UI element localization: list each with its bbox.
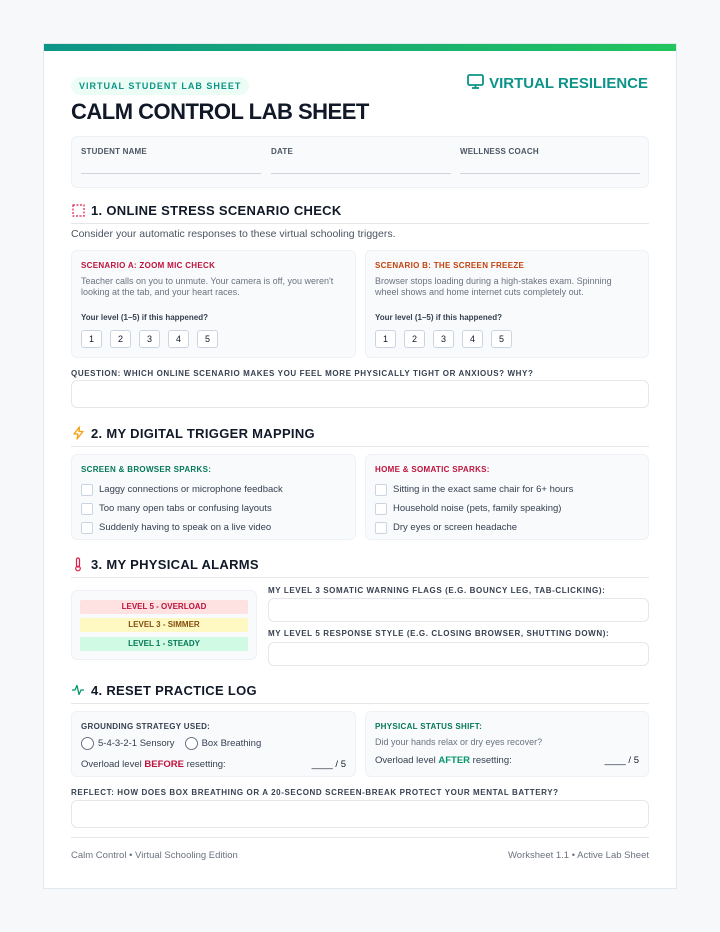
scale-option-3[interactable]: 3 [139,330,160,348]
level-5-response-label: MY LEVEL 5 RESPONSE STYLE (E.G. CLOSING BROWSER, SHUTTING DOWN): [268,629,610,638]
status-shift-card [365,711,649,777]
grounding-options [81,737,261,750]
student-name-line[interactable] [81,172,261,174]
scale-option-2[interactable]: 2 [404,330,425,348]
option-box-breathing-label: Box Breathing [201,738,262,749]
level-3-flags-field[interactable] [268,598,649,622]
date-label: DATE [271,147,293,156]
grounding-card [71,711,356,777]
checklist-item-label: Household noise (pets, family speaking) [393,503,562,514]
scale-option-1[interactable]: 1 [375,330,396,348]
scale-option-5[interactable]: 5 [197,330,218,348]
footer-right: Worksheet 1.1 • Active Lab Sheet [508,850,649,861]
level-3-badge: LEVEL 3 - SIMMER [80,618,248,632]
screen-sparks-list [81,480,283,537]
option-sensory-label: 5-4-3-2-1 Sensory [98,738,175,749]
section-4-title: 4. RESET PRACTICE LOG [91,682,257,698]
checkbox[interactable] [375,484,387,496]
after-keyword: AFTER [438,755,471,766]
overload-before-score[interactable]: ____ / 5 [311,759,346,770]
thermometer-icon [71,557,85,571]
overload-before-prefix: Overload level [81,759,145,770]
monitor-icon [467,74,484,93]
checklist-item[interactable] [375,499,573,518]
scenario-b-scale [375,330,512,348]
before-keyword: BEFORE [144,759,184,770]
worksheet [43,43,677,889]
section-4-header [71,681,649,704]
option-sensory[interactable] [81,737,175,750]
home-sparks-title: HOME & SOMATIC SPARKS: [375,465,490,474]
sheet-type-pill: VIRTUAL STUDENT LAB SHEET [71,77,249,95]
option-box-breathing[interactable] [185,737,262,750]
student-name-label: STUDENT NAME [81,147,147,156]
top-accent-bar [44,44,676,51]
checkbox[interactable] [375,522,387,534]
wellness-coach-label: WELLNESS COACH [460,147,539,156]
level-5-badge: LEVEL 5 - OVERLOAD [80,600,248,614]
level-5-response-field[interactable] [268,642,649,666]
scale-option-3[interactable]: 3 [433,330,454,348]
overload-before-suffix: resetting: [183,759,226,770]
section-3-title: 3. MY PHYSICAL ALARMS [91,556,259,572]
scenario-question-label: QUESTION: WHICH ONLINE SCENARIO MAKES YOU FEEL MORE PHYSICALLY TIGHT OR ANXIOUS? WHY? [71,369,534,378]
section-1-title: 1. ONLINE STRESS SCENARIO CHECK [91,202,342,218]
brand [467,74,648,93]
checkbox[interactable] [375,503,387,515]
grounding-title: GROUNDING STRATEGY USED: [81,722,211,731]
scenario-answer-field[interactable] [71,380,649,408]
status-shift-description: Did your hands relax or dry eyes recover? [375,737,543,747]
date-field[interactable] [271,147,451,174]
overload-after-prefix: Overload level [375,755,439,766]
pulse-icon [71,683,85,697]
scale-option-4[interactable]: 4 [462,330,483,348]
home-sparks-list [375,480,573,537]
section-2-header [71,424,649,447]
checklist-item-label: Suddenly having to speak on a live video [99,522,272,533]
section-3-header [71,555,649,578]
checkbox[interactable] [81,484,93,496]
screen-sparks-card [71,454,356,540]
checklist-item-label: Sitting in the exact same chair for 6+ hours [393,484,574,495]
overload-after-score[interactable]: ____ / 5 [604,755,639,766]
radio-button[interactable] [81,737,94,750]
radio-button[interactable] [185,737,198,750]
level-3-flags-label: MY LEVEL 3 SOMATIC WARNING FLAGS (E.G. BOUNCY LEG, TAB-CLICKING): [268,586,606,595]
lightning-icon [71,426,85,440]
wellness-coach-field[interactable] [460,147,640,174]
checklist-item-label: Too many open tabs or confusing layouts [99,503,272,514]
wellness-coach-line[interactable] [460,172,640,174]
checklist-item[interactable] [81,480,283,499]
scenario-a-scale [81,330,218,348]
scenario-a-card [71,250,356,358]
section-2-title: 2. MY DIGITAL TRIGGER MAPPING [91,425,315,441]
footer [71,837,649,861]
scale-option-2[interactable]: 2 [110,330,131,348]
scenario-a-level-label: Your level (1–5) if this happened? [81,313,208,322]
scenario-a-description: Teacher calls on you to unmute. Your camera is off, you weren't looking at the tab, and your heart races. [81,276,334,297]
checklist-item[interactable] [81,499,283,518]
scale-option-1[interactable]: 1 [81,330,102,348]
page-title: CALM CONTROL LAB SHEET [71,99,369,124]
dashed-square-icon [71,203,85,217]
scenario-b-description: Browser stops loading during a high-stakes exam. Spinning wheel shows and home internet cuts completely out. [375,276,612,297]
checklist-item-label: Laggy connections or microphone feedback [99,484,283,495]
level-1-badge: LEVEL 1 - STEADY [80,637,248,651]
student-info-box [71,136,649,188]
date-line[interactable] [271,172,451,174]
checklist-item[interactable] [375,480,573,499]
scale-option-4[interactable]: 4 [168,330,189,348]
overload-before-label [81,759,226,770]
footer-left: Calm Control • Virtual Schooling Edition [71,850,238,861]
student-name-field[interactable] [81,147,261,174]
reflect-answer-field[interactable] [71,800,649,828]
scenario-a-title: SCENARIO A: ZOOM MIC CHECK [81,261,216,270]
checklist-item[interactable] [375,518,573,537]
screen-sparks-title: SCREEN & BROWSER SPARKS: [81,465,212,474]
section-1-header [71,201,649,224]
status-shift-title: PHYSICAL STATUS SHIFT: [375,722,483,731]
scenario-b-card [365,250,649,358]
scenario-b-level-label: Your level (1–5) if this happened? [375,313,502,322]
brand-name: VIRTUAL RESILIENCE [489,75,648,92]
checklist-item[interactable] [81,518,283,537]
checkbox[interactable] [81,503,93,515]
checkbox[interactable] [81,522,93,534]
reflect-label: REFLECT: HOW DOES BOX BREATHING OR A 20-SECOND SCREEN-BREAK PROTECT YOUR MENTAL BATTERY? [71,788,559,797]
overload-after-suffix: resetting: [470,755,512,766]
overload-after-label [375,755,512,766]
scale-option-5[interactable]: 5 [491,330,512,348]
checklist-item-label: Dry eyes or screen headache [393,522,518,533]
home-sparks-card [365,454,649,540]
scenario-b-title: SCENARIO B: THE SCREEN FREEZE [375,261,525,270]
alarm-levels-panel [71,590,257,660]
section-1-intro: Consider your automatic responses to these virtual schooling triggers. [71,228,396,240]
